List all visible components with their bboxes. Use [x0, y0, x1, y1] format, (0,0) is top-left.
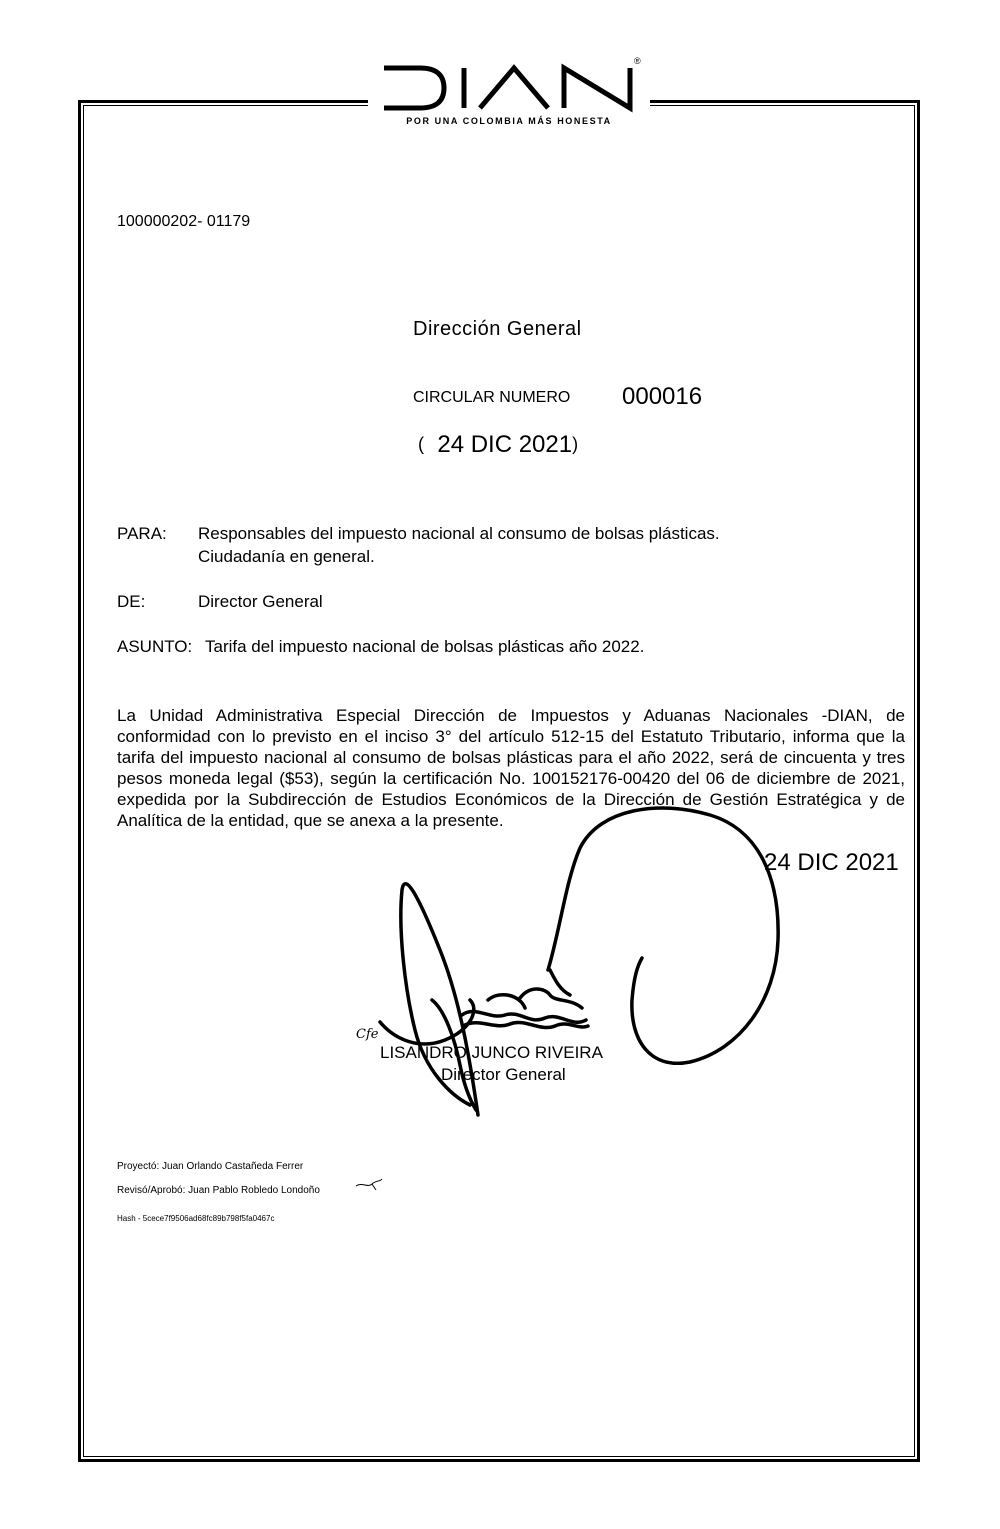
para-line-2: Ciudadanía en general. [198, 547, 375, 566]
paren-close: ) [572, 434, 579, 454]
footer-reviso: Revisó/Aprobó: Juan Pablo Robledo Londoño [117, 1185, 320, 1196]
asunto-label: ASUNTO: [117, 637, 193, 656]
body-paragraph: La Unidad Administrativa Especial Dirección de Impuestos y Aduanas Nacionales -DIAN, de conformidad con lo previsto en el inciso 3° del artículo 512-15 del Estatuto Tributario, informa que la tarifa del impuesto nacional al consumo de bolsas plásticas para el año 2022, será de cincuenta y tres pesos moneda legal ($53), según la certificación No. 100152176-00420 del 06 de diciembre de 2021, expedida por la Subdirección de Estudios Económicos de la Dirección de Gestión Estratégica y de Analítica de la entidad, que se anexa a la presente. [117, 706, 905, 830]
para-label: PARA: [117, 524, 167, 543]
dian-wordmark-graphic [380, 62, 636, 114]
initials-signature: Cfe [356, 1027, 379, 1042]
de-label: DE: [117, 592, 146, 611]
stamp-date: 24 DIC 2021 [764, 849, 899, 876]
paren-open: ( [418, 434, 424, 454]
asunto-value: Tarifa del impuesto nacional de bolsas plásticas año 2022. [205, 637, 645, 656]
footer-proyecto: Proyectó: Juan Orlando Castañeda Ferrer [117, 1161, 304, 1172]
dian-logo [368, 56, 650, 134]
circular-date [418, 431, 578, 459]
para-line-1: Responsables del impuesto nacional al consumo de bolsas plásticas. [198, 524, 720, 543]
registered-mark: ® [634, 56, 641, 66]
reviewer-initials-scribble [354, 1176, 384, 1192]
de-value: Director General [198, 592, 323, 611]
circular-label: CIRCULAR NUMERO [413, 389, 571, 406]
signer-role: Director General [441, 1065, 566, 1084]
footer-hash: Hash - 5cece7f9506ad68fc89b798f5fa0467c [117, 1214, 275, 1223]
circular-number: 000016 [622, 383, 703, 410]
logo-tagline: POR UNA COLOMBIA MÁS HONESTA [406, 116, 612, 126]
signer-name: LISANDRO JUNCO RIVEIRA [380, 1043, 603, 1062]
office-title: Dirección General [413, 318, 582, 340]
document-reference: 100000202- 01179 [117, 213, 251, 230]
circular-date-value: 24 DIC 2021 [437, 431, 573, 458]
